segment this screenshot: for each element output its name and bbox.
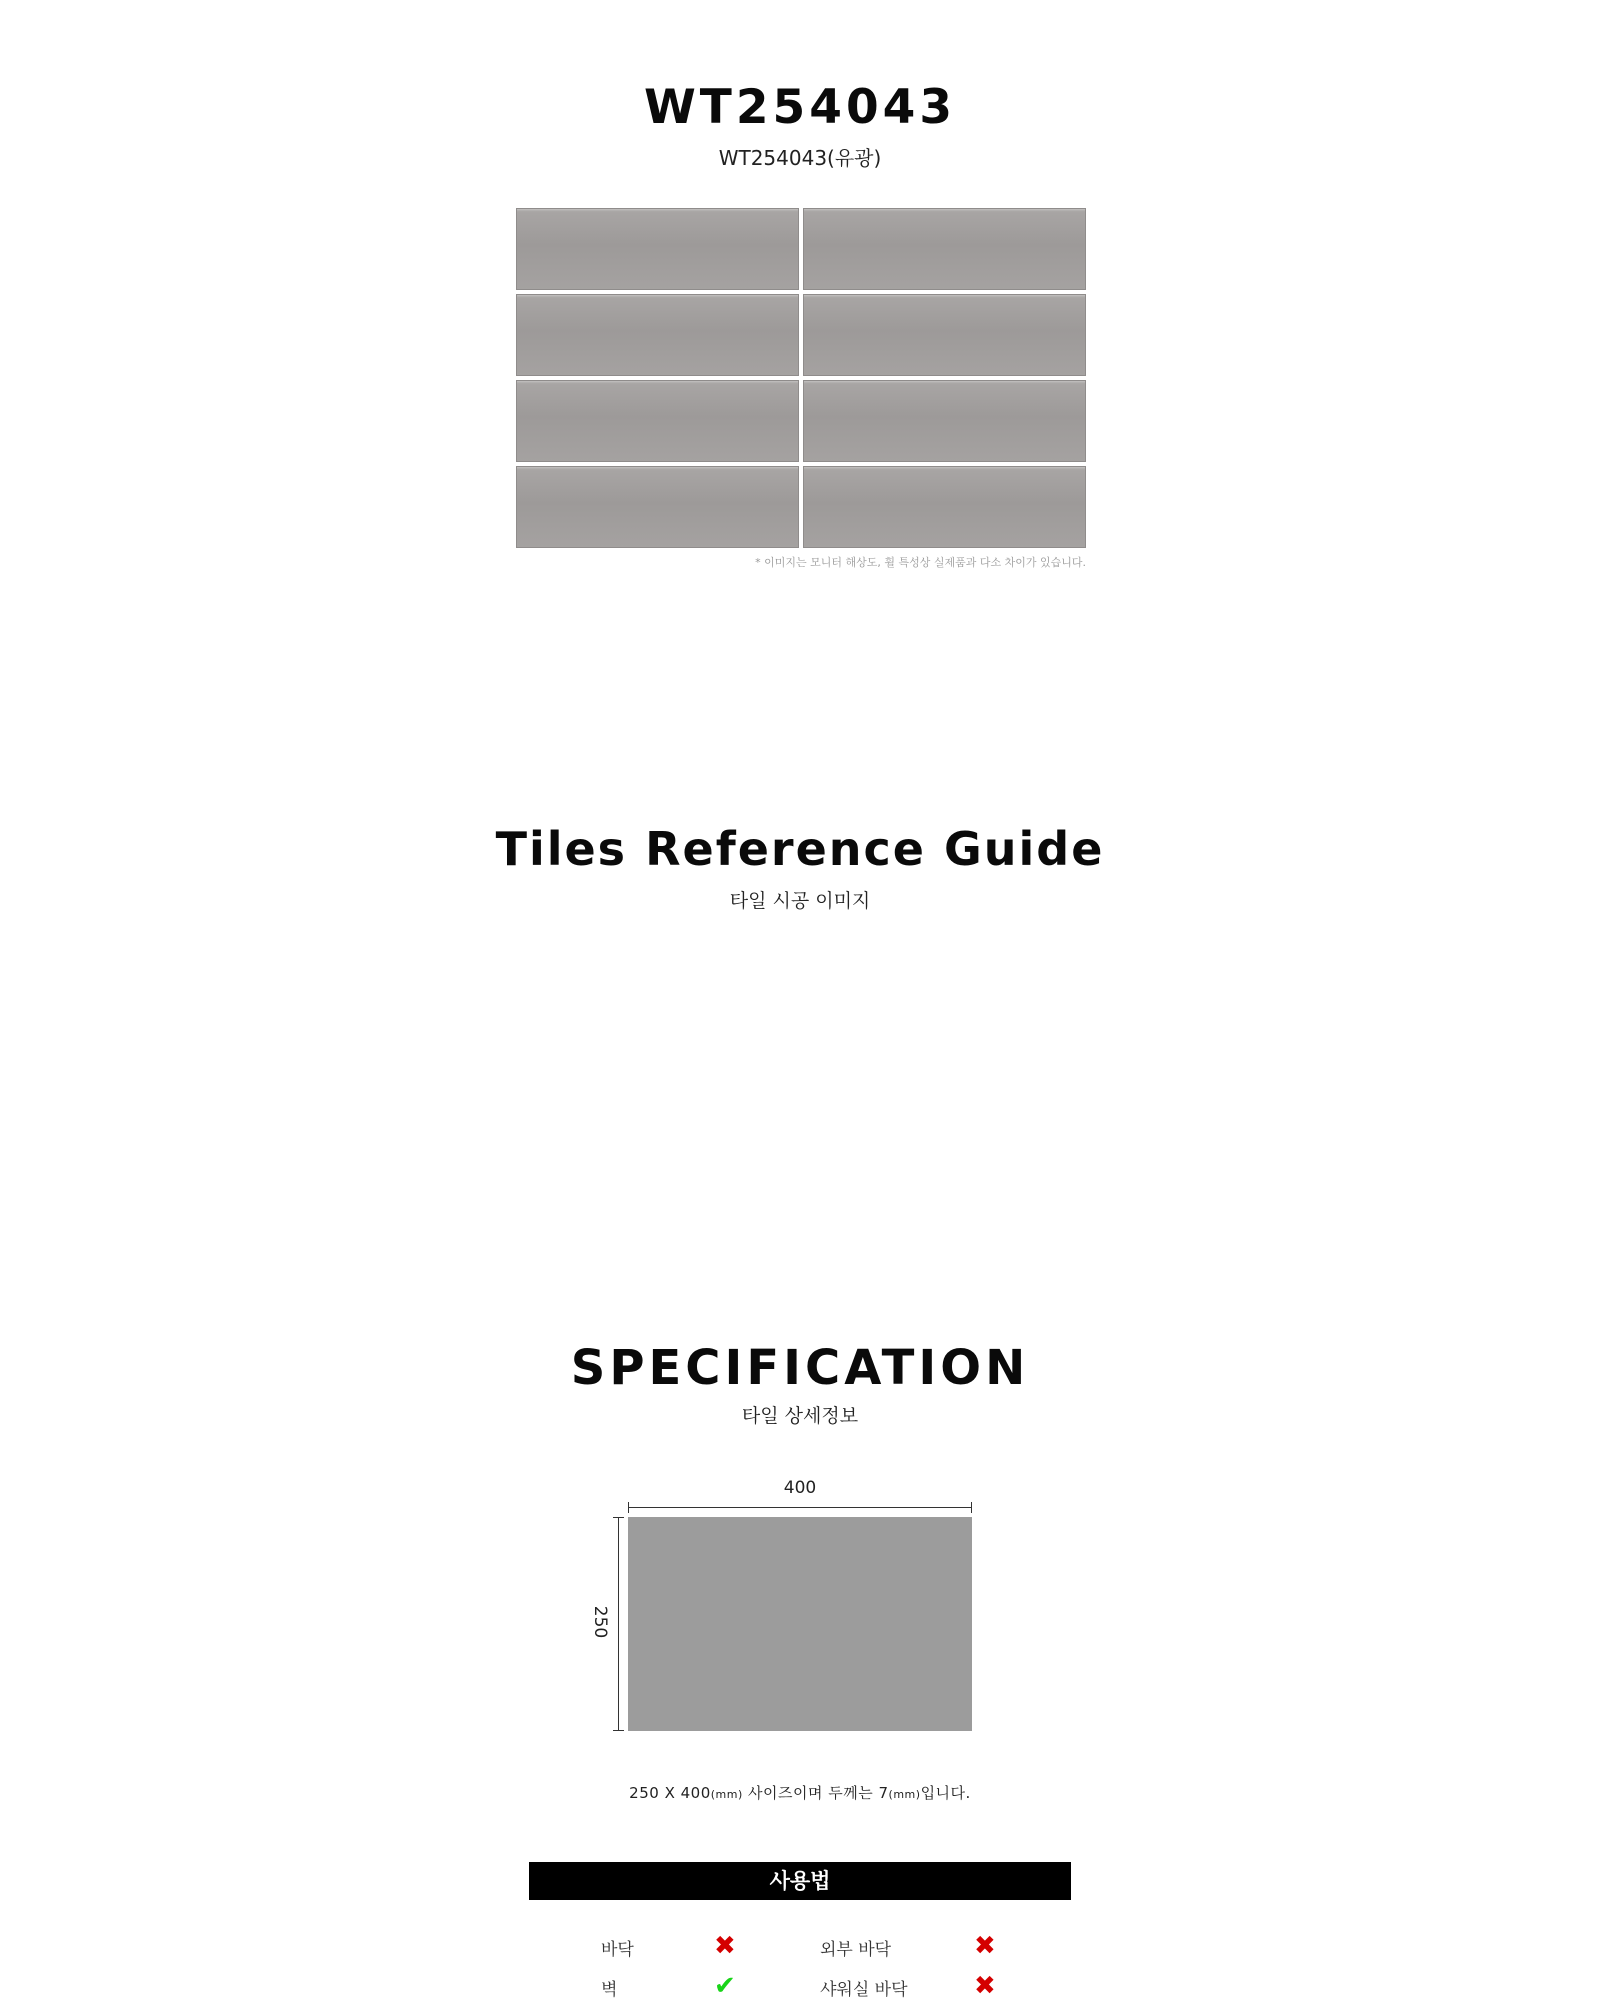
not-allowed-icon: ✖ — [974, 1931, 996, 1961]
tile-photo — [516, 208, 1086, 550]
tile-piece — [516, 466, 799, 548]
usage-label-shower-floor: 샤워실 바닥 — [820, 1980, 908, 2000]
usage-header: 사용법 — [529, 1862, 1071, 1900]
tile-piece — [803, 466, 1086, 548]
guide-title: Tiles Reference Guide — [495, 822, 1105, 876]
spec-description — [0, 1782, 1600, 1803]
usage-label-outdoor-floor: 외부 바닥 — [820, 1940, 892, 1960]
dimension-height-label: 250 — [590, 1605, 610, 1639]
tile-piece — [803, 208, 1086, 290]
tile-piece — [803, 294, 1086, 376]
dimension-tick — [613, 1517, 624, 1518]
spec-title: SPECIFICATION — [570, 1340, 1030, 1396]
spec-unit: (mm) — [888, 1788, 921, 1801]
allowed-check-icon: ✔ — [714, 1971, 736, 2001]
product-code-title: WT254043 — [643, 80, 957, 135]
dimension-tick — [613, 1730, 624, 1731]
product-subtitle: WT254043(유광) — [718, 146, 882, 170]
dimension-tick — [628, 1502, 629, 1513]
spec-thickness-text: 사이즈이며 두께는 7 — [742, 1784, 889, 1802]
tile-piece — [516, 380, 799, 462]
tile-piece — [516, 208, 799, 290]
usage-label-floor: 바닥 — [601, 1940, 634, 1960]
spec-size: 250 X 400 — [629, 1784, 711, 1802]
guide-subtitle: 타일 시공 이미지 — [729, 890, 871, 912]
tile-size-swatch — [628, 1517, 972, 1731]
dimension-tick — [971, 1502, 972, 1513]
dimension-width-label: 400 — [783, 1478, 817, 1498]
tile-piece — [803, 380, 1086, 462]
usage-label-wall: 벽 — [601, 1980, 618, 2000]
not-allowed-icon: ✖ — [974, 1971, 996, 2001]
spec-subtitle: 타일 상세정보 — [741, 1405, 859, 1427]
dimension-width-line — [628, 1507, 972, 1508]
tile-piece — [516, 294, 799, 376]
dimension-height-line — [618, 1517, 619, 1731]
not-allowed-icon: ✖ — [714, 1931, 736, 1961]
spec-unit: (mm) — [710, 1788, 743, 1801]
spec-end-text: 입니다. — [920, 1784, 971, 1802]
image-disclaimer: * 이미지는 모니터 해상도, 휠 특성상 실제품과 다소 차이가 있습니다. — [755, 556, 1086, 569]
